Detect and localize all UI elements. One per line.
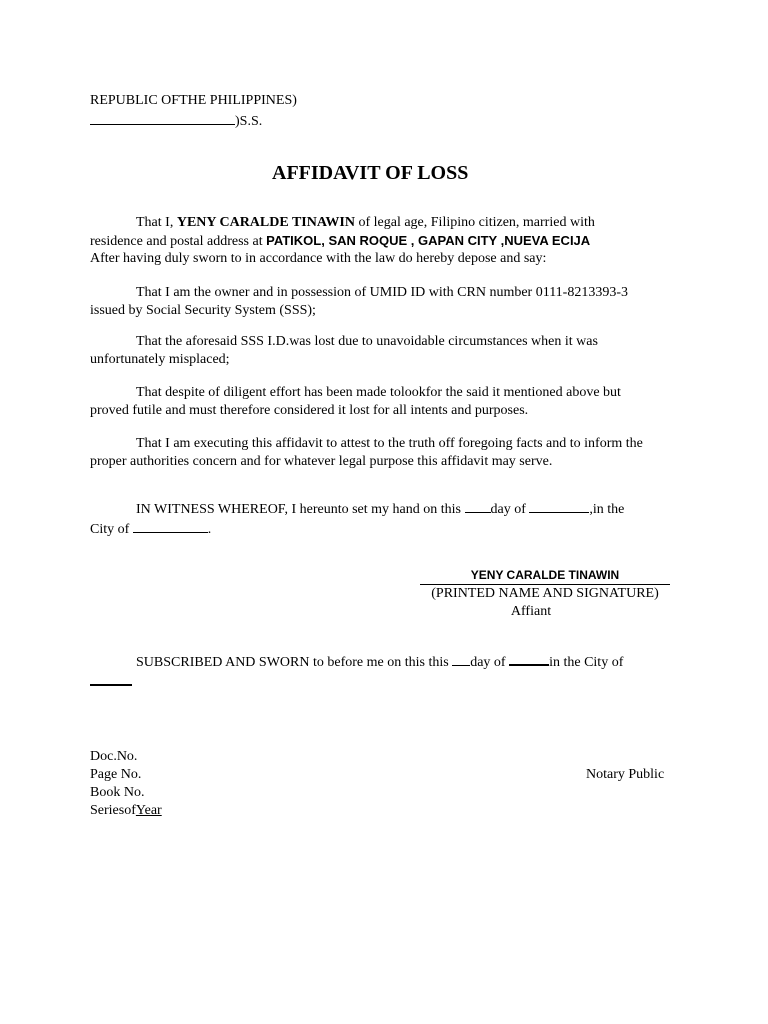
signature-caption: (PRINTED NAME AND SIGNATURE)	[431, 586, 659, 601]
para-3-line-1: That despite of diligent effort has been made tolookfor the said it mentioned above but	[136, 385, 621, 400]
blank-day	[465, 500, 491, 513]
para-4-line-2: proper authorities concern and for whatever legal purpose this affidavit may serve.	[90, 454, 553, 469]
blank-sworn-month	[509, 652, 549, 666]
header-republic: REPUBLIC OFTHE PHILIPPINES)	[90, 93, 297, 108]
doc-no: Doc.No.	[90, 749, 138, 764]
sworn-text-a: SUBSCRIBED AND SWORN to before me on this this	[136, 655, 453, 670]
intro-line-3: After having duly sworn to in accordance with the law do hereby depose and say:	[90, 251, 547, 266]
affiant-address: PATIKOL, SAN ROQUE , GAPAN CITY ,NUEVA ECIJA	[266, 233, 591, 248]
series-of-year	[90, 802, 162, 820]
header-ss	[90, 112, 262, 131]
intro-line-2	[90, 232, 590, 251]
witness-text-a: IN WITNESS WHEREOF, I hereunto set my hand on this	[136, 502, 465, 517]
signature-name: YENY CARALDE TINAWIN	[420, 566, 670, 585]
witness-text-c: ,in the	[589, 502, 625, 517]
series-year: Year	[135, 803, 162, 818]
sworn-line-2	[90, 672, 132, 692]
signature-role: Affiant	[510, 604, 552, 619]
page-no: Page No.	[90, 767, 142, 782]
blank-sworn-city	[90, 672, 132, 686]
blank-month	[529, 500, 589, 513]
para-1-line-2: issued by Social Security System (SSS);	[90, 303, 316, 318]
header-ss-suffix: )S.S.	[235, 114, 263, 129]
witness-text-e: .	[207, 522, 212, 537]
para-4-line-1: That I am executing this affidavit to attest to the truth off foregoing facts and to inform the	[136, 436, 643, 451]
book-no: Book No.	[90, 785, 145, 800]
blank-venue	[90, 112, 235, 125]
para-2-line-1: That the aforesaid SSS I.D.was lost due to unavoidable circumstances when it was	[136, 334, 598, 349]
sworn-line-1	[136, 652, 623, 672]
intro-text-1b: of legal age, Filipino citizen, married with	[354, 215, 595, 230]
blank-sworn-day	[452, 653, 470, 666]
intro-line-1	[136, 214, 595, 232]
para-1-line-1: That I am the owner and in possession of UMID ID with CRN number 0111-8213393-3	[136, 285, 629, 300]
affiant-name: YENY CARALDE TINAWIN	[176, 215, 355, 230]
para-2-line-2: unfortunately misplaced;	[90, 352, 230, 367]
blank-city	[133, 520, 208, 533]
witness-text-d: City of	[90, 522, 133, 537]
sworn-text-c: in the City of	[549, 655, 624, 670]
sworn-text-b: day of	[470, 655, 510, 670]
witness-line-2	[90, 520, 211, 539]
witness-text-b: day of	[490, 502, 530, 517]
series-label: Seriesof	[90, 803, 136, 818]
intro-text-2a: residence and postal address at	[90, 234, 267, 249]
notary-public: Notary Public	[586, 767, 665, 782]
intro-text-1a: That I,	[136, 215, 177, 230]
document-title: AFFIDAVIT OF LOSS	[272, 162, 469, 184]
para-3-line-2: proved futile and must therefore considered it lost for all intents and purposes.	[90, 403, 529, 418]
witness-line-1	[136, 500, 624, 519]
